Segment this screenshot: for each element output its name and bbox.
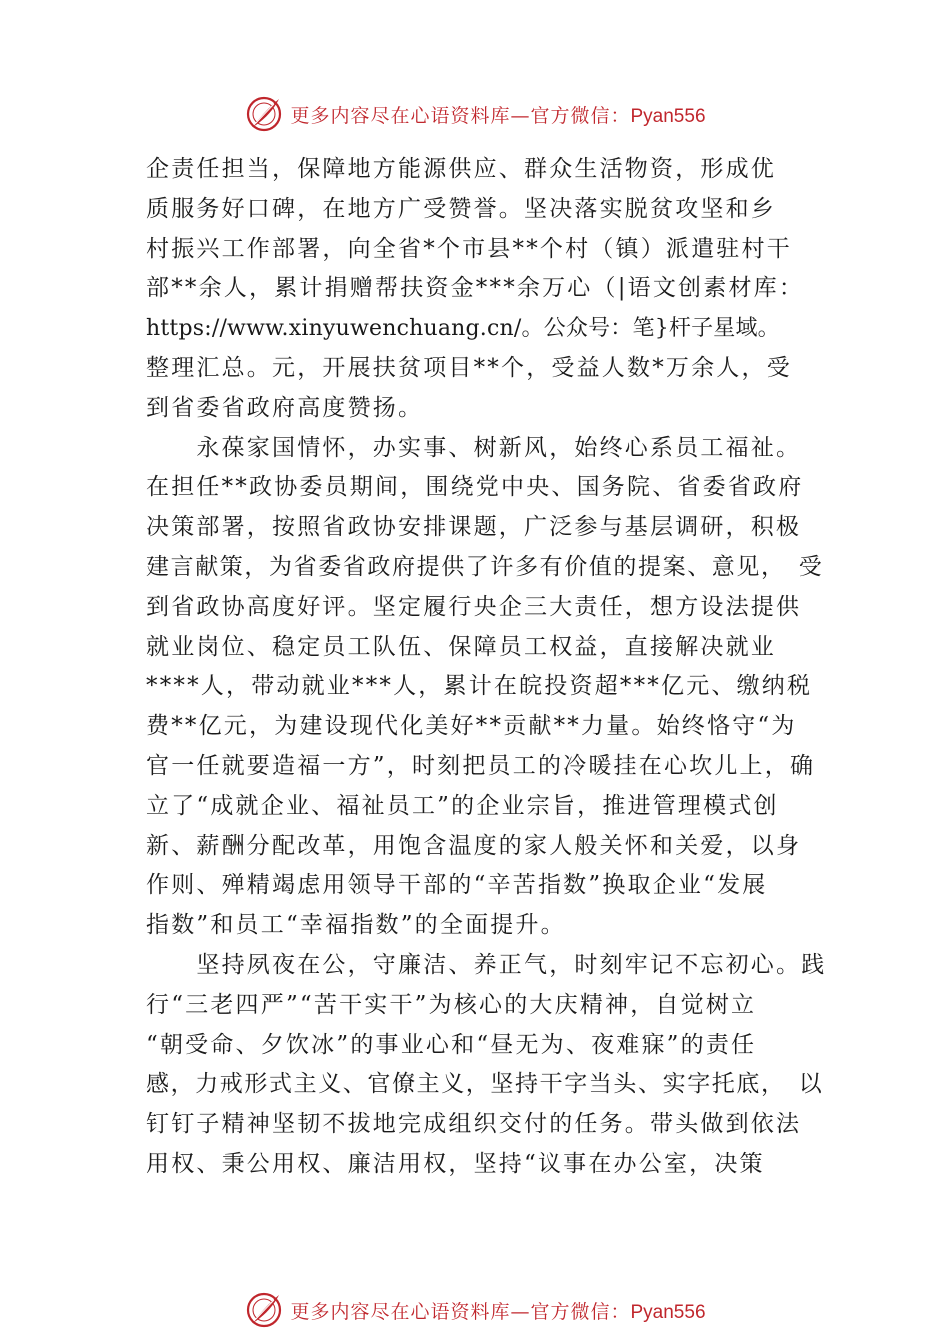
- text-line: 费**亿元，为建设现代化美好**贡献**力量。始终恪守“为: [146, 713, 797, 740]
- text-line: ****人，带动就业***人，累计在皖投资超***亿元、缴纳税: [146, 673, 813, 700]
- text-line: 坚持夙夜在公，守廉洁、养正气，时刻牢记不忘初心。践: [146, 951, 827, 978]
- text-line: 行“三老四严”“苦干实干”为核心的大庆精神，自觉树立: [146, 991, 757, 1018]
- banner-wechat-account: Pyan556: [630, 105, 706, 127]
- header-banner: [0, 92, 950, 136]
- banner-dash: —: [510, 1300, 531, 1323]
- text-line: 决策部署，按照省政协安排课题，广泛参与基层调研，积极: [146, 514, 802, 541]
- text-line: 整理汇总。元，开展扶贫项目**个，受益人数*万余人，受: [146, 354, 792, 381]
- banner-main-text: 更多内容尽在心语资料库: [290, 1300, 511, 1323]
- text-line: 村振兴工作部署，向全省*个市县**个村（镇）派遣驻村干: [146, 235, 792, 262]
- text-line: 作则、殚精竭虑用领导干部的“辛苦指数”换取企业“发展: [146, 872, 768, 899]
- text-line: 建言献策，为省委省政府提供了许多有价值的提案、意见， 受: [146, 553, 824, 580]
- banner-main-text: 更多内容尽在心语资料库: [290, 104, 511, 127]
- text-line: 在担任**政协委员期间，围绕党中央、国务院、省委省政府: [146, 474, 804, 501]
- text-line: “朝受命、夕饮冰”的事业心和“昼无为、夜难寐”的责任: [146, 1031, 757, 1058]
- banner-wechat-label: 官方微信：: [530, 1300, 631, 1323]
- banner-wechat-label: 官方微信：: [530, 104, 631, 127]
- text-line: 质服务好口碑，在地方广受赞誉。坚决落实脱贫攻坚和乡: [146, 195, 776, 222]
- text-line: 感，力戒形式主义、官僚主义，坚持干字当头、实字托底， 以: [146, 1071, 824, 1098]
- quill-feather-seal-icon: [244, 94, 284, 134]
- text-line: 指数”和员工“幸福指数”的全面提升。: [146, 912, 566, 939]
- banner-dash: —: [510, 104, 531, 127]
- text-line: 到省委省政府高度赞扬。: [146, 394, 424, 421]
- text-line: 永葆家国情怀，办实事、树新风，始终心系员工福祉。: [146, 434, 802, 461]
- text-line: 新、薪酬分配改革，用饱含温度的家人般关怀和关爱，以身: [146, 832, 802, 859]
- footer-banner: [0, 1288, 950, 1332]
- banner-text: [290, 101, 705, 128]
- banner-text: [290, 1297, 705, 1324]
- text-line: 立了“成就企业、福祉员工”的企业宗旨，推进管理模式创: [146, 792, 779, 819]
- banner-wechat-account: Pyan556: [630, 1301, 706, 1323]
- text-line: 就业岗位、稳定员工队伍、保障员工权益，直接解决就业: [146, 633, 776, 660]
- text-line: 企责任担当，保障地方能源供应、群众生活物资，形成优: [146, 156, 776, 182]
- text-line: 到省政协高度好评。坚定履行央企三大责任，想方设法提供: [146, 593, 802, 620]
- text-line: 官一任就要造福一方”，时刻把员工的冷暖挂在心坎儿上，确: [146, 752, 816, 779]
- text-line: 部**余人，累计捐赠帮扶资金***余万心（|语文创素材库：: [146, 275, 805, 302]
- text-line: 钉钉子精神坚韧不拔地完成组织交付的任务。带头做到依法: [146, 1111, 802, 1138]
- document-body: [146, 150, 826, 1185]
- text-line: https://www.xinyuwenchuang.cn/。公众号：笔}杆子星域。: [146, 316, 780, 342]
- text-line: 用权、秉公用权、廉洁用权，坚持“议事在办公室，决策: [146, 1150, 765, 1177]
- quill-feather-seal-icon: [244, 1290, 284, 1330]
